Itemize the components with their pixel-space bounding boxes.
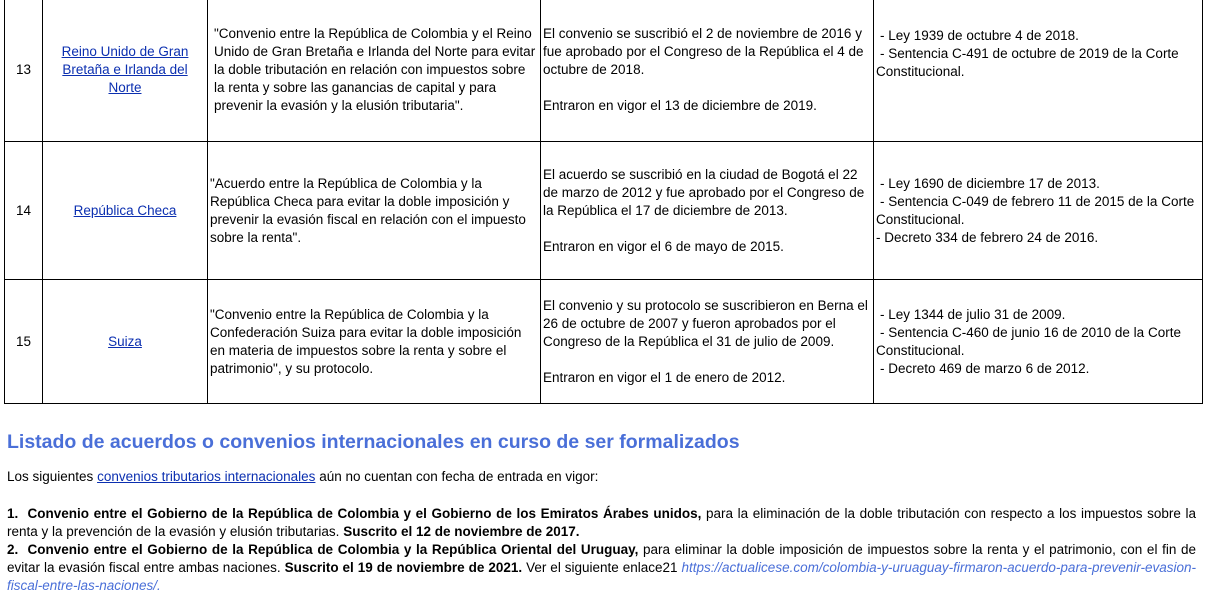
treaties-table — [4, 0, 1203, 404]
country-cell — [43, 142, 208, 280]
list-item — [7, 541, 1196, 595]
row-number: 14 — [5, 142, 43, 280]
in-force-text: Entraron en vigor el 6 de mayo de 2015. — [543, 238, 784, 254]
treaty-dates-cell — [541, 0, 874, 142]
treaty-dates-cell — [541, 142, 874, 280]
signing-text: El convenio y su protocolo se suscribieron en Berna el 26 de octubre de 2007 y fueron aprobados por el Congreso de la República el 31 de julio de 2009. — [543, 297, 868, 349]
legal-basis-cell — [874, 0, 1203, 142]
treaty-name-cell — [208, 0, 541, 142]
table-row — [5, 280, 1203, 404]
signing-text: El acuerdo se suscribió en la ciudad de Bogotá el 22 de marzo de 2012 y fue aprobado por el Congreso de la República el 17 de diciembre de 2013. — [543, 166, 865, 218]
country-link[interactable]: República Checa — [73, 202, 177, 218]
legal-basis-item: - Sentencia C-491 de octubre de 2019 de la Corte Constitucional. — [876, 46, 1179, 79]
legal-basis-cell — [874, 280, 1203, 404]
legal-basis-item: - Ley 1344 de julio 31 de 2009. — [880, 306, 1066, 322]
legal-basis-item: - Sentencia C-049 de febrero 11 de 2015 de la Corte Constitucional. — [876, 193, 1195, 227]
intro-link[interactable]: convenios tributarios internacionales — [97, 469, 316, 484]
list-item-title: Convenio entre el Gobierno de la República de Colombia y el Gobierno de los Emiratos Árabes unidos, — [27, 506, 702, 521]
row-number: 13 — [5, 0, 43, 142]
list-item-number: 1. — [7, 506, 19, 521]
in-force-text: Entraron en vigor el 1 de enero de 2012. — [543, 369, 786, 385]
list-item-text: para eliminar la doble imposición de impuestos sobre la renta y el patrimonio, con el fin de evitar la evasión fiscal entre ambas naciones. — [7, 542, 1196, 575]
legal-basis-cell — [874, 142, 1203, 280]
in-force-text: Entraron en vigor el 13 de diciembre de 2019. — [543, 98, 817, 113]
list-item-ref: Ver el siguiente enlace21 — [522, 560, 682, 575]
section-title: Listado de acuerdos o convenios internacionales en curso de ser formalizados — [7, 431, 740, 453]
treaty-name: "Convenio entre la República de Colombia y la Confederación Suiza para evitar la doble imposición en materia de impuestos sobre la renta y sobre el patrimonio", y su protocolo. — [210, 306, 522, 376]
reference-url-link[interactable]: https://actualicese.com/colombia-y-uruaguay-firmaron-acuerdo-para-prevenir-evasion-fiscal-entre-las-naciones/. — [7, 560, 1196, 593]
legal-basis-item: - Decreto 469 de marzo 6 de 2012. — [880, 360, 1090, 376]
intro-paragraph — [7, 468, 598, 486]
intro-text: Los siguientes — [7, 469, 98, 484]
treaty-name-cell — [208, 142, 541, 280]
list-item-title: Convenio entre el Gobierno de la República de Colombia y la República Oriental del Uruguay, — [27, 542, 639, 557]
legal-basis-item: - Ley 1939 de octubre 4 de 2018. — [880, 28, 1079, 43]
treaty-name: "Convenio entre la República de Colombia y el Reino Unido de Gran Bretaña e Irlanda del Norte para evitar la doble tributación en relación con impuestos sobre la renta y sobre las ganancias de capital y para prevenir la evasión y la elusión tributaria". — [214, 26, 536, 113]
list-item-signed: Suscrito el 12 de noviembre de 2017. — [343, 524, 580, 539]
list-item — [7, 505, 1196, 541]
table-row — [5, 142, 1203, 280]
treaty-name-cell — [208, 280, 541, 404]
list-item-signed: Suscrito el 19 de noviembre de 2021. — [284, 560, 523, 575]
legal-basis-item: - Sentencia C-460 de junio 16 de 2010 de la Corte Constitucional. — [876, 324, 1181, 358]
legal-basis-item: - Ley 1690 de diciembre 17 de 2013. — [880, 175, 1100, 191]
country-cell — [43, 280, 208, 404]
pending-list — [7, 505, 1196, 595]
treaty-name: "Acuerdo entre la República de Colombia y la República Checa para evitar la doble imposición y prevenir la evasión fiscal en relación con el impuesto sobre la renta". — [210, 175, 526, 245]
country-cell — [43, 0, 208, 142]
list-item-text: para la eliminación de la doble tributación con respecto a los impuestos sobre la renta y la prevención de la evasión y elusión tributarias. — [7, 506, 1196, 539]
treaty-dates-cell — [541, 280, 874, 404]
list-item-number: 2. — [7, 542, 19, 557]
legal-basis-item: - Decreto 334 de febrero 24 de 2016. — [876, 229, 1099, 245]
row-number: 15 — [5, 280, 43, 404]
signing-text: El convenio se suscribió el 2 de noviembre de 2016 y fue aprobado por el Congreso de la República el 4 de octubre de 2018. — [543, 26, 864, 77]
country-link[interactable]: Suiza — [108, 333, 142, 349]
country-link[interactable]: Reino Unido de Gran Bretaña e Irlanda del Norte — [61, 44, 189, 95]
table-row — [5, 0, 1203, 142]
intro-text-end: aún no cuentan con fecha de entrada en vigor: — [315, 469, 599, 484]
